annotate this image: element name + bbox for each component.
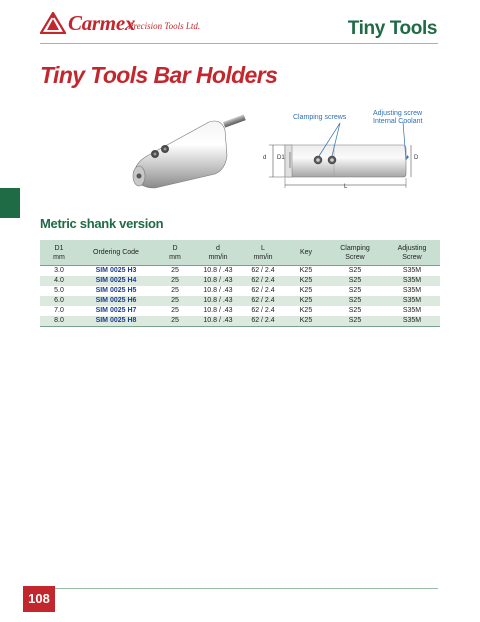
holder-side-view xyxy=(269,122,411,188)
cell-d1: 8.0 xyxy=(40,316,78,327)
table-row xyxy=(40,316,440,327)
dim-d-label: d xyxy=(263,155,267,161)
cell-d1: 7.0 xyxy=(40,306,78,316)
table-row xyxy=(40,286,440,296)
page-number: 108 xyxy=(23,586,55,612)
header-adjusting-screw: Adjusting Screw xyxy=(384,240,440,266)
cell-key: K25 xyxy=(286,266,326,277)
cell-adjusting-screw: S35M xyxy=(384,306,440,316)
header-d1: D1 mm xyxy=(40,240,78,266)
table-row xyxy=(40,276,440,286)
cell-adjusting-screw: S35M xyxy=(384,286,440,296)
clamping-screws-label: Clamping screws xyxy=(293,114,347,121)
cell-d1: 3.0 xyxy=(40,266,78,277)
cell-clamping-screw: S25 xyxy=(326,306,384,316)
adjusting-screw-label: Adjusting screw xyxy=(373,110,423,117)
cell-clamping-screw: S25 xyxy=(326,316,384,327)
cell-adjusting-screw: S35M xyxy=(384,266,440,277)
cell-ordering-code: SIM 0025 H4 xyxy=(78,276,154,286)
section-subtitle: Metric shank version xyxy=(40,216,164,231)
table-header-row xyxy=(40,240,440,266)
cell-D: 25 xyxy=(154,296,196,306)
cell-D: 25 xyxy=(154,286,196,296)
cell-L: 62 / 2.4 xyxy=(240,266,286,277)
cell-D: 25 xyxy=(154,316,196,327)
cell-ordering-code: SIM 0025 H8 xyxy=(78,316,154,327)
cell-d1: 6.0 xyxy=(40,296,78,306)
cell-d: 10.8 / .43 xyxy=(196,276,240,286)
cell-d1: 5.0 xyxy=(40,286,78,296)
dim-L-label: L xyxy=(344,184,348,190)
header-clamping-screw: Clamping Screw xyxy=(326,240,384,266)
cell-clamping-screw: S25 xyxy=(326,296,384,306)
cell-ordering-code: SIM 0025 H7 xyxy=(78,306,154,316)
footer-divider xyxy=(40,588,438,589)
cell-d: 10.8 / .43 xyxy=(196,286,240,296)
internal-coolant-label: Internal Coolant xyxy=(373,118,423,125)
dim-D-label: D xyxy=(414,155,419,161)
cell-ordering-code: SIM 0025 H5 xyxy=(78,286,154,296)
dim-d1-label: D1 xyxy=(277,155,285,161)
cell-d: 10.8 / .43 xyxy=(196,266,240,277)
page-title: Tiny Tools Bar Holders xyxy=(40,62,278,88)
cell-L: 62 / 2.4 xyxy=(240,306,286,316)
cell-d: 10.8 / .43 xyxy=(196,296,240,306)
cell-D: 25 xyxy=(154,266,196,277)
cell-d: 10.8 / .43 xyxy=(196,316,240,327)
header-ordering-code: Ordering Code xyxy=(78,240,154,266)
cell-d1: 4.0 xyxy=(40,276,78,286)
cell-key: K25 xyxy=(286,276,326,286)
product-figure xyxy=(125,108,443,196)
header-L: L mm/in xyxy=(240,240,286,266)
table-row xyxy=(40,296,440,306)
cell-D: 25 xyxy=(154,306,196,316)
brand-name: Carmex xyxy=(68,11,136,35)
header-d: d mm/in xyxy=(196,240,240,266)
cell-ordering-code: SIM 0025 H6 xyxy=(78,296,154,306)
cell-L: 62 / 2.4 xyxy=(240,286,286,296)
cell-L: 62 / 2.4 xyxy=(240,276,286,286)
section-title: Tiny Tools xyxy=(347,18,437,39)
header-D: D mm xyxy=(154,240,196,266)
cell-key: K25 xyxy=(286,316,326,327)
cell-clamping-screw: S25 xyxy=(326,266,384,277)
brand-tagline: Precision Tools Ltd. xyxy=(128,21,201,31)
cell-clamping-screw: S25 xyxy=(326,286,384,296)
table-row xyxy=(40,306,440,316)
cell-D: 25 xyxy=(154,276,196,286)
bar-holders-table xyxy=(40,240,440,327)
cell-d: 10.8 / .43 xyxy=(196,306,240,316)
cell-adjusting-screw: S35M xyxy=(384,296,440,306)
header-divider xyxy=(40,43,438,44)
header-key: Key xyxy=(286,240,326,266)
cell-key: K25 xyxy=(286,306,326,316)
carmex-logo-icon xyxy=(40,12,66,34)
cell-ordering-code: SIM 0025 H3 xyxy=(78,266,154,277)
cell-L: 62 / 2.4 xyxy=(240,296,286,306)
section-side-tab xyxy=(0,188,20,218)
cell-key: K25 xyxy=(286,296,326,306)
cell-clamping-screw: S25 xyxy=(326,276,384,286)
cell-adjusting-screw: S35M xyxy=(384,316,440,327)
cell-adjusting-screw: S35M xyxy=(384,276,440,286)
table-row xyxy=(40,266,440,277)
cell-key: K25 xyxy=(286,286,326,296)
holder-3d-view xyxy=(133,114,246,188)
cell-L: 62 / 2.4 xyxy=(240,316,286,327)
